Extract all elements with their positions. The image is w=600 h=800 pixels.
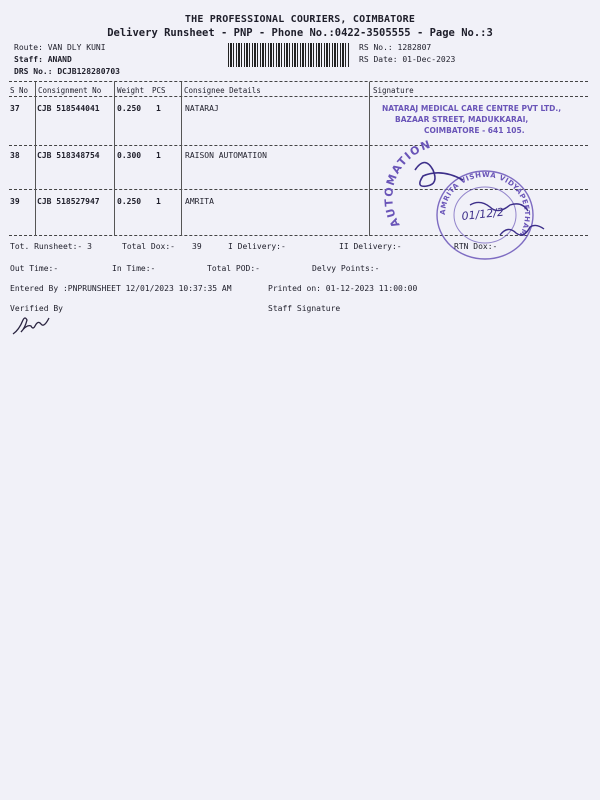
stamp-nataraj-line3: COIMBATORE - 641 105. (424, 126, 525, 135)
row-2-consignee: RAISON AUTOMATION (185, 151, 267, 160)
table-header-rule (9, 96, 588, 97)
row-1-pcs: 1 (156, 104, 161, 113)
header-weight: Weight (117, 86, 145, 95)
stamp-nataraj-line2: BAZAAR STREET, MADUKKARAI, (395, 115, 529, 124)
row-3-consignment: CJB 518527947 (37, 197, 100, 206)
total-dox-value: 39 (192, 242, 202, 251)
in-time: In Time:- (112, 264, 156, 273)
row-3-pcs: 1 (156, 197, 161, 206)
rs-date: RS Date: 01-Dec-2023 (359, 55, 456, 64)
handwritten-date: 01/12/2 (460, 205, 505, 223)
col-sep-2 (114, 82, 115, 236)
header-pcs: PCS (152, 86, 166, 95)
row-1-weight: 0.250 (117, 104, 142, 113)
out-time: Out Time:- (10, 264, 59, 273)
staff-signature-label: Staff Signature (268, 304, 341, 313)
barcode (228, 43, 350, 67)
col-sep-1 (35, 82, 36, 236)
staff-label: Staff: ANAND (14, 55, 72, 64)
row-3-weight: 0.250 (117, 197, 142, 206)
header-consignment: Consignment No (38, 86, 102, 95)
row-2-consignment: CJB 518348754 (37, 151, 100, 160)
printed-on: Printed on: 01-12-2023 11:00:00 (268, 284, 418, 293)
i-delivery: I Delivery:- (228, 242, 286, 251)
ii-delivery: II Delivery:- (339, 242, 402, 251)
total-pod: Total POD:- (207, 264, 260, 273)
runsheet-subtitle: Delivery Runsheet - PNP - Phone No.:0422-3505555 - Page No.:3 (107, 27, 493, 39)
row-3-consignee: AMRITA (185, 197, 214, 206)
stamp-ring-text: AMRITA VISHWA VIDYAPEETHAM (438, 170, 532, 238)
drs-number: DRS No.: DCJB128280703 (14, 67, 120, 76)
row-1-consignment: CJB 518544041 (37, 104, 100, 113)
header-sno: S No (10, 86, 29, 95)
row-2-sno: 38 (10, 151, 20, 160)
total-dox-label: Total Dox:- (122, 242, 175, 251)
row-2-pcs: 1 (156, 151, 161, 160)
verifier-signature (10, 312, 55, 338)
row-3-sno: 39 (10, 197, 20, 206)
header-signature: Signature (373, 86, 414, 95)
stamp-automation-text: AUTOMATION (382, 137, 434, 230)
delvy-points: Delvy Points:- (312, 264, 380, 273)
stamp-nataraj-line1: NATARAJ MEDICAL CARE CENTRE PVT LTD., (382, 104, 562, 113)
rs-number: RS No.: 1282807 (359, 43, 432, 52)
table-top-rule (9, 81, 588, 82)
header-consignee: Consignee Details (184, 86, 261, 95)
row-1-sno: 37 (10, 104, 20, 113)
row-2-weight: 0.300 (117, 151, 142, 160)
row-1-consignee: NATARAJ (185, 104, 219, 113)
route-label: Route: VAN DLY KUNI (14, 43, 106, 52)
rtn-dox: RTN Dox:- (454, 242, 498, 251)
entered-by: Entered By :PNPRUNSHEET 12/01/2023 10:37:35 AM (10, 284, 232, 293)
company-title: THE PROFESSIONAL COURIERS, COIMBATORE (184, 14, 416, 25)
verified-by-label: Verified By (10, 304, 63, 313)
tot-runsheet: Tot. Runsheet:- 3 (10, 242, 92, 251)
col-sep-3 (181, 82, 182, 236)
